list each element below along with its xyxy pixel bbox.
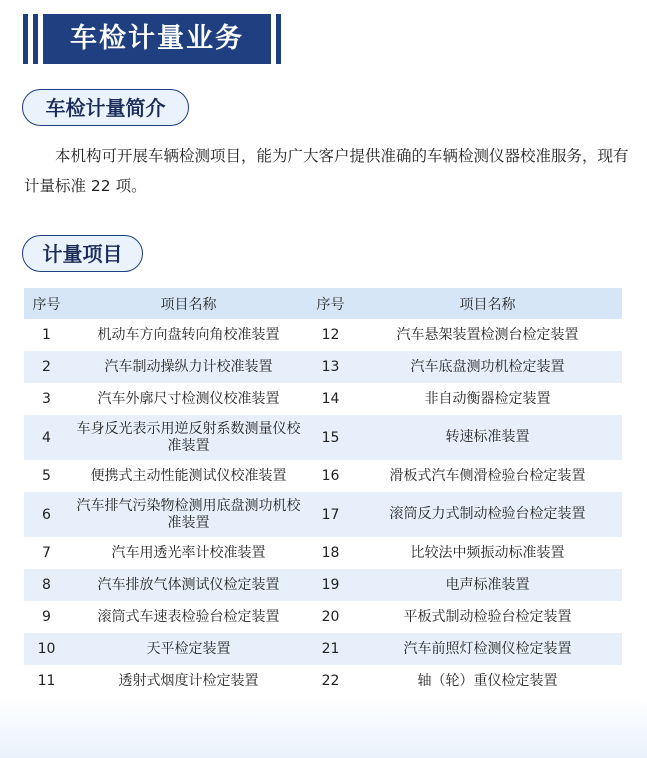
row-index: 15 xyxy=(321,429,340,446)
item-name: 汽车前照灯检测仪检定装置 xyxy=(403,640,572,657)
header-accent-bar xyxy=(23,14,28,64)
item-name: 汽车用透光率计校准装置 xyxy=(111,544,266,561)
table-row xyxy=(24,383,622,415)
items-heading: 计量项目 xyxy=(22,235,143,272)
table-row xyxy=(24,351,622,383)
table-row xyxy=(24,601,622,633)
row-index: 7 xyxy=(42,545,51,561)
item-name: 汽车制动操纵力计校准装置 xyxy=(104,358,273,375)
row-index: 18 xyxy=(321,545,340,561)
item-name: 汽车排放气体测试仪检定装置 xyxy=(97,576,280,593)
table-row xyxy=(24,537,622,569)
row-index: 10 xyxy=(37,641,56,657)
item-name: 机动车方向盘转向角校准装置 xyxy=(97,326,280,343)
row-index: 5 xyxy=(42,468,51,484)
row-index: 16 xyxy=(321,468,340,484)
row-index: 12 xyxy=(321,327,340,343)
table-row xyxy=(24,460,622,492)
row-index: 22 xyxy=(321,673,340,689)
column-header-name: 项目名称 xyxy=(459,296,516,313)
row-index: 21 xyxy=(321,641,340,657)
table-row xyxy=(24,319,622,351)
row-index: 20 xyxy=(321,609,340,625)
item-name: 平板式制动检验台检定装置 xyxy=(403,608,572,625)
page-title: 车检计量业务 xyxy=(43,14,271,64)
item-name: 比较法中频振动标准装置 xyxy=(410,544,565,561)
intro-paragraph: 本机构可开展车辆检测项目，能为广大客户提供准确的车辆检测仪器校准服务，现有计量标准 22 项。 xyxy=(24,147,629,195)
item-name: 轴（轮）重仪检定装置 xyxy=(417,672,558,689)
table-header-row xyxy=(24,288,622,319)
row-index: 1 xyxy=(42,327,51,343)
table-row xyxy=(24,415,622,460)
item-name: 电声标准装置 xyxy=(445,576,530,593)
row-index: 17 xyxy=(321,506,340,523)
column-header-index: 序号 xyxy=(32,296,61,313)
row-index: 13 xyxy=(321,359,340,375)
metrology-items-table xyxy=(24,288,622,697)
item-name: 汽车悬架装置检测台检定装置 xyxy=(396,326,579,343)
row-index: 4 xyxy=(42,429,51,446)
intro-heading: 车检计量简介 xyxy=(22,89,189,126)
item-name: 滚筒式车速表检验台检定装置 xyxy=(97,608,280,625)
header-accent-bar xyxy=(276,14,281,64)
item-name: 车身反光表示用逆反射系数测量仪校准装置 xyxy=(76,420,301,454)
item-name: 非自动衡器检定装置 xyxy=(424,390,551,407)
item-name: 转速标准装置 xyxy=(445,429,530,445)
item-name: 滑板式汽车侧滑检验台检定装置 xyxy=(389,467,586,484)
item-name: 汽车底盘测功机检定装置 xyxy=(410,358,565,375)
item-name: 便携式主动性能测试仪校准装置 xyxy=(90,467,287,484)
item-name: 汽车排气污染物检测用底盘测功机校准装置 xyxy=(76,497,301,531)
header-accent-bar xyxy=(33,14,38,64)
row-index: 14 xyxy=(321,391,340,407)
table-row xyxy=(24,569,622,601)
row-index: 19 xyxy=(321,577,340,593)
item-name: 汽车外廓尺寸检测仪校准装置 xyxy=(97,390,280,407)
item-name: 天平检定装置 xyxy=(146,640,231,657)
item-name: 透射式烟度计检定装置 xyxy=(118,672,259,689)
table-row xyxy=(24,492,622,537)
row-index: 8 xyxy=(42,577,51,593)
column-header-name: 项目名称 xyxy=(160,296,217,313)
table-row xyxy=(24,633,622,665)
row-index: 6 xyxy=(42,506,51,523)
row-index: 2 xyxy=(42,359,51,375)
row-index: 3 xyxy=(42,391,51,407)
bottom-decoration xyxy=(0,698,647,758)
table-row xyxy=(24,665,622,697)
row-index: 9 xyxy=(42,609,51,625)
page-header xyxy=(23,14,281,64)
column-header-index: 序号 xyxy=(316,296,345,313)
row-index: 11 xyxy=(37,673,56,689)
item-name: 滚筒反力式制动检验台检定装置 xyxy=(389,506,586,522)
